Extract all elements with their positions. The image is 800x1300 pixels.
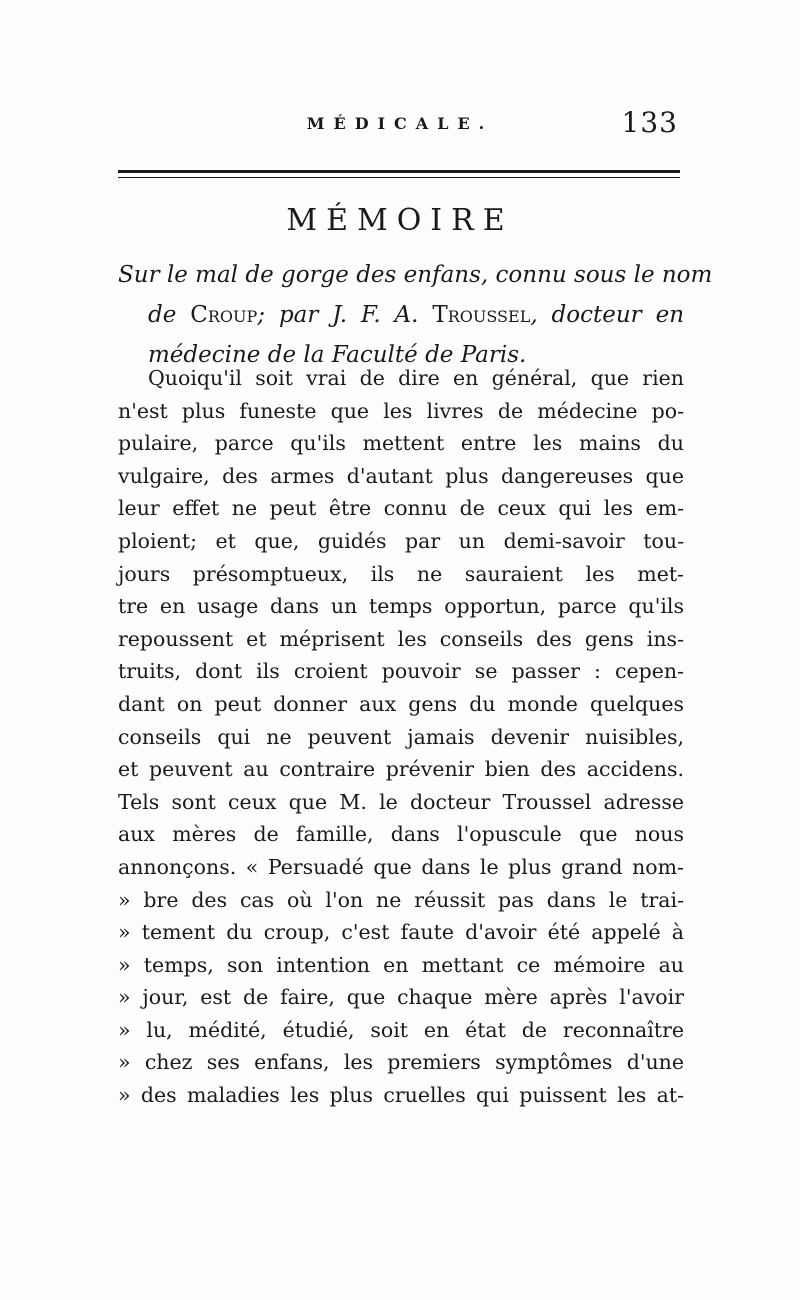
body-line: repoussent et méprisent les conseils des gens ins-: [118, 626, 684, 651]
running-head: [118, 106, 682, 142]
subtitle-line: médecine de la Faculté de Paris.: [148, 342, 527, 368]
memoir-subtitle: [118, 255, 713, 375]
body-line: annonçons. « Persuadé que dans le plus grand nom-: [118, 854, 684, 879]
body-line: » des maladies les plus cruelles qui puissent les at-: [118, 1083, 684, 1108]
subtitle-author: Troussel: [432, 302, 531, 328]
subtitle-croup: Croup: [190, 302, 258, 328]
header-rule-thin: [118, 177, 680, 178]
subtitle-line: Sur le mal de gorge des enfans, connu sous le nom: [118, 262, 713, 288]
body-line: leur effet ne peut être connu de ceux qui les em-: [118, 496, 684, 521]
subtitle-text: , docteur en: [530, 302, 685, 328]
body-line: Quoiqu'il soit vrai de dire en général, que rien: [148, 366, 684, 390]
subtitle-text: ; par J. F. A.: [257, 302, 419, 328]
body-line: ploient; et que, guidés par un demi-savoir tou-: [118, 528, 684, 553]
subtitle-line: [118, 295, 684, 335]
body-line: conseils qui ne peuvent jamais devenir nuisibles,: [118, 724, 684, 749]
body-line: truits, dont ils croient pouvoir se passer : cepen-: [118, 659, 684, 684]
body-line: jours présomptueux, ils ne sauraient les met-: [118, 561, 684, 586]
body-line: pulaire, parce qu'ils mettent entre les mains du: [118, 431, 684, 456]
body-line: » jour, est de faire, que chaque mère après l'avoir: [118, 985, 684, 1010]
body-line: et peuvent au contraire prévenir bien des accidens.: [118, 757, 684, 782]
body-line: » bre des cas où l'on ne réussit pas dans le trai-: [118, 887, 684, 912]
body-line: vulgaire, des armes d'autant plus dangereuses que: [118, 463, 684, 488]
body-line: n'est plus funeste que les livres de médecine po-: [118, 398, 684, 423]
body-line: aux mères de famille, dans l'opuscule que nous: [118, 822, 684, 847]
header-rule-thick: [118, 170, 680, 173]
body-line: » chez ses enfans, les premiers symptômes d'une: [118, 1050, 684, 1075]
running-title: MÉDICALE.: [306, 114, 494, 133]
subtitle-text: de: [148, 302, 177, 328]
body-text: [118, 362, 684, 1112]
page-number: 133: [621, 106, 678, 139]
body-line: Tels sont ceux que M. le docteur Troussel adresse: [118, 789, 684, 814]
memoir-title: MÉMOIRE: [286, 203, 514, 238]
body-line: » tement du croup, c'est faute d'avoir été appelé à: [118, 920, 684, 945]
body-line: dant on peut donner aux gens du monde quelques: [118, 691, 684, 716]
body-line: » temps, son intention en mettant ce mémoire au: [118, 952, 684, 977]
body-line: » lu, médité, étudié, soit en état de reconnaître: [118, 1017, 684, 1042]
body-line: tre en usage dans un temps opportun, parce qu'ils: [118, 594, 684, 619]
